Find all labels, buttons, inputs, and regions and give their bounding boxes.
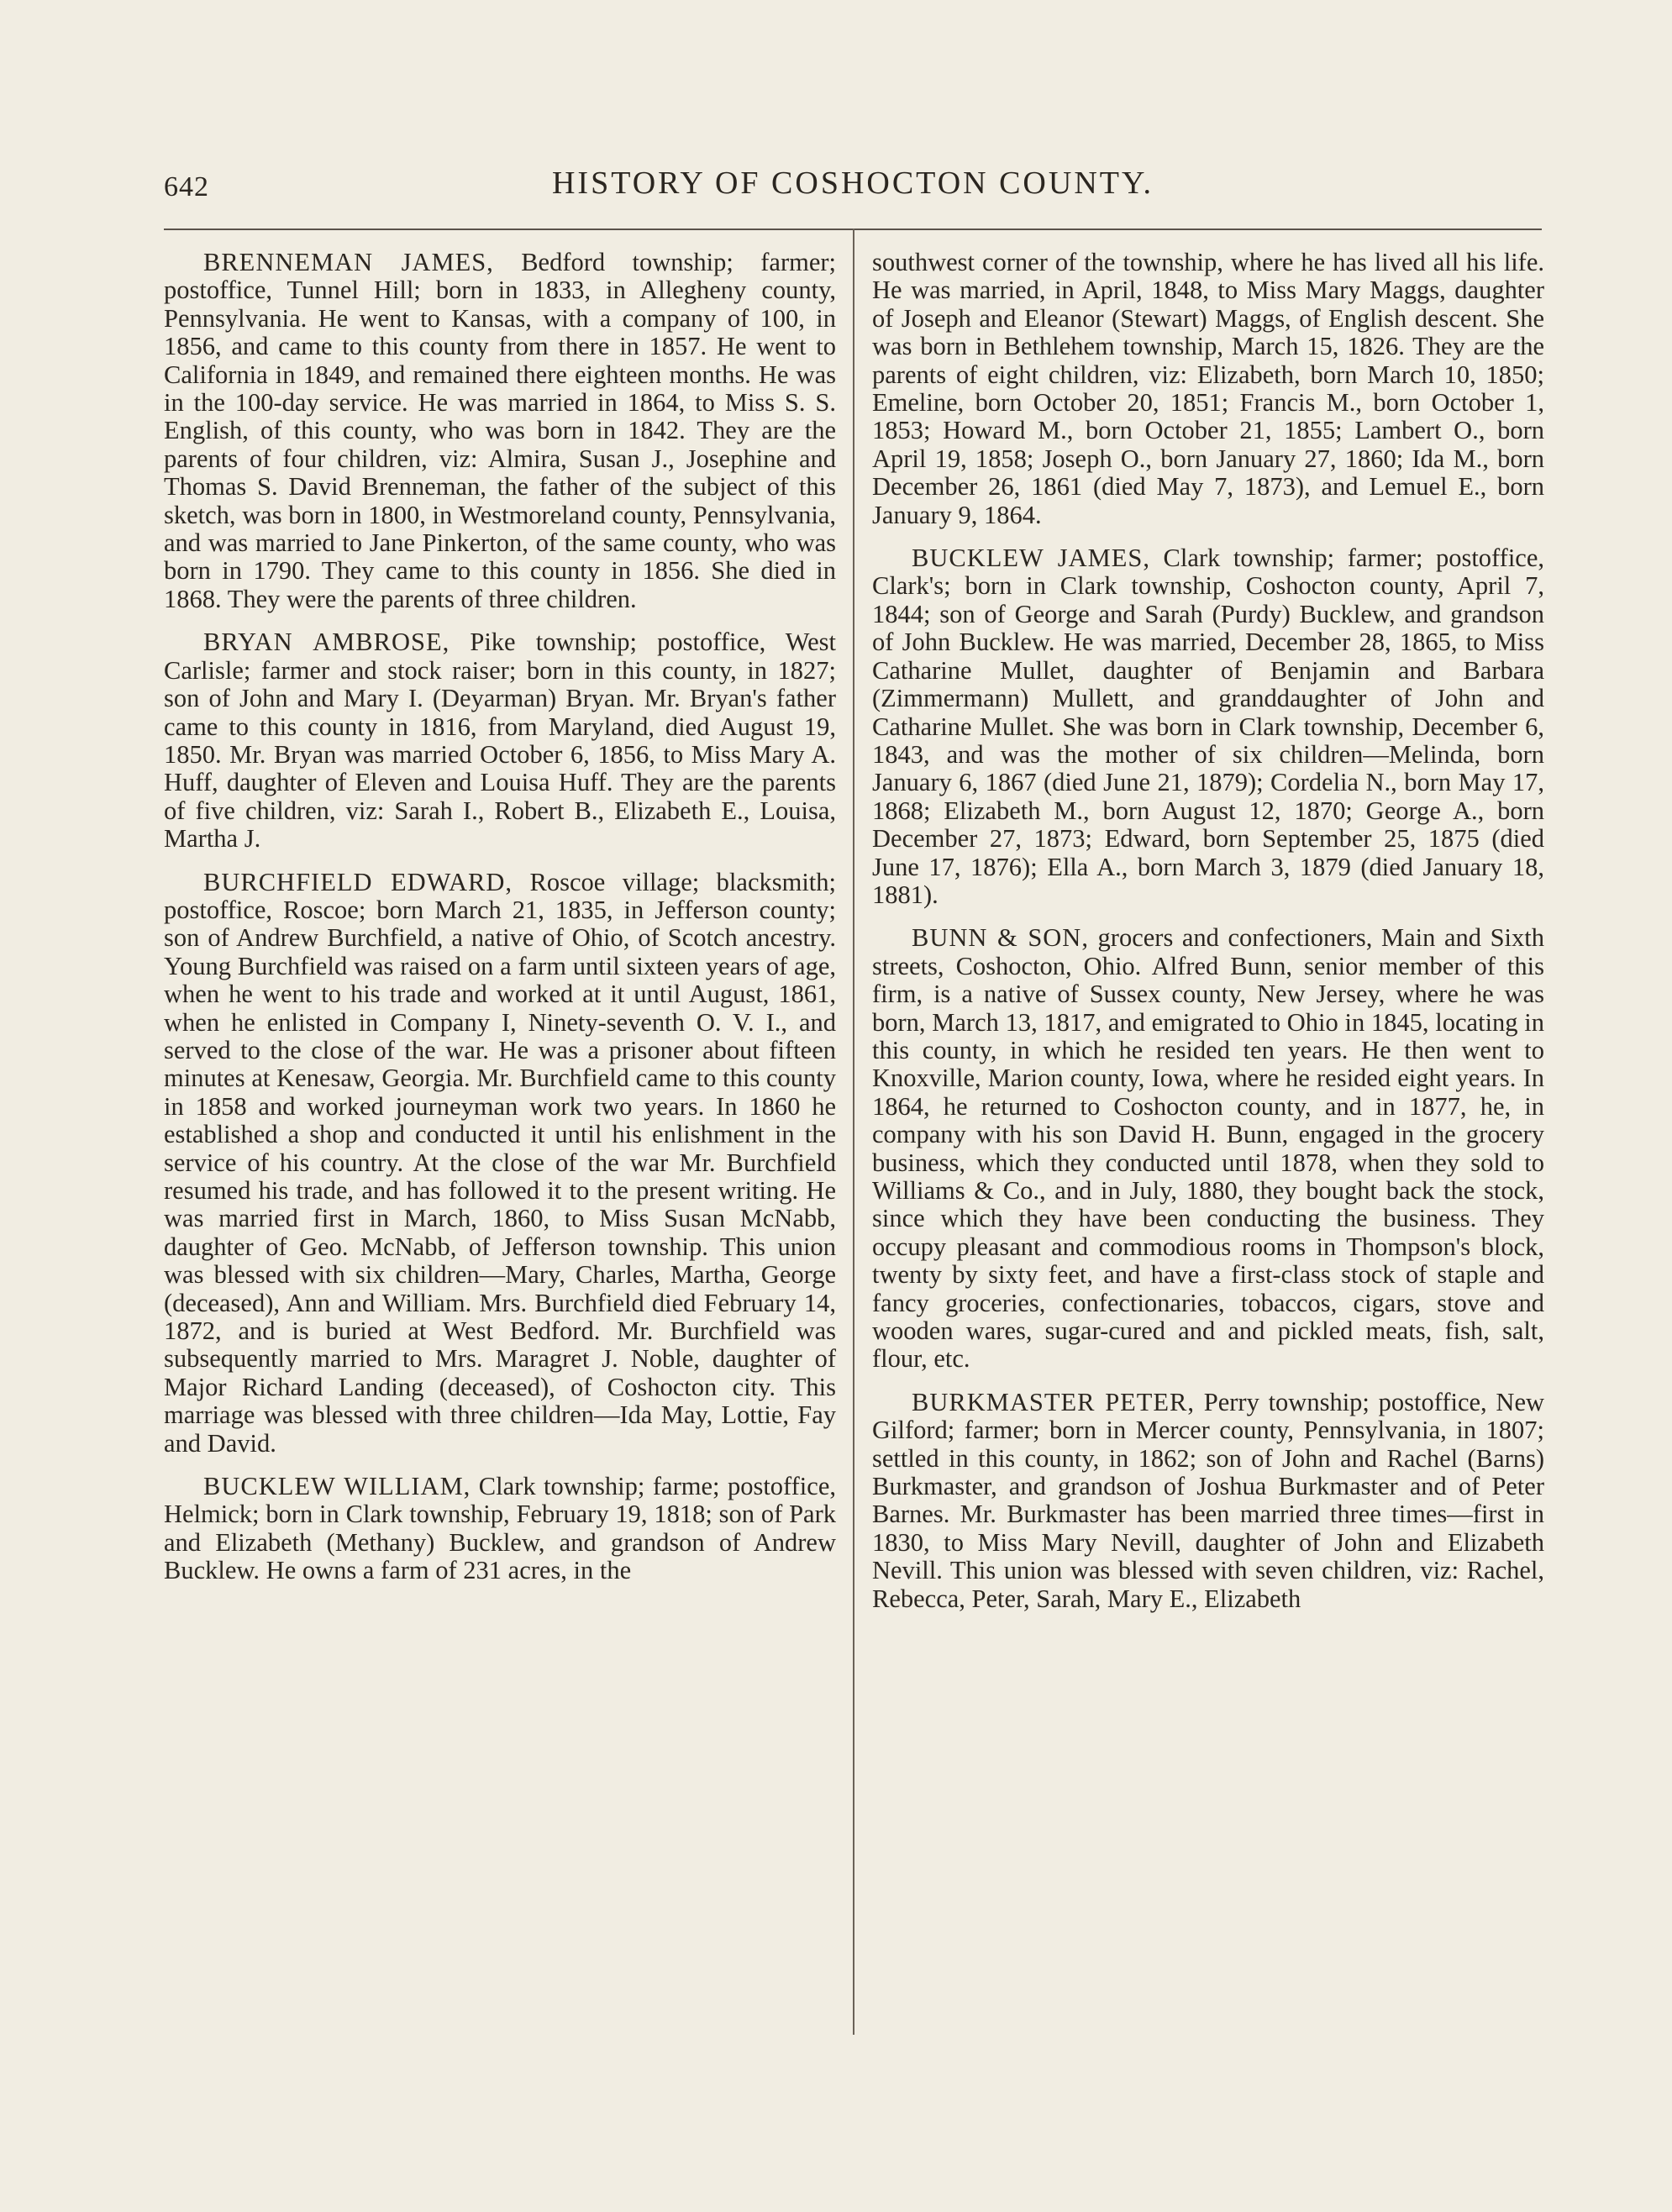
entry-name: BRYAN AMBROSE, (203, 628, 450, 657)
entry-bunn-and-son (872, 924, 1544, 1374)
entry-text: grocers and confectioners, Main and Sixth streets, Coshocton, Ohio. Alfred Bunn, senior member of this firm, is a native of Sussex county, New Jersey, where he was born, March 13, 1817, and emigrated to Ohio in 1845, locating in this county, in which he resided ten years. He then went to Knoxville, Marion county, Iowa, where he resided eight years. In 1864, he returned to Coshocton county, and in 1877, he, in company with his son David H. Bunn, engaged in the grocery business, which they conducted until 1878, when they sold to Williams & Co., and in July, 1880, they bought back the stock, since which they have been conducting the business. They occupy pleasant and commodious rooms in Thompson's block, twenty by sixty feet, and have a first-class stock of staple and fancy groceries, confectionaries, tobaccos, cigars, stove and wooden wares, sugar-cured and and pickled meats, fish, salt, flour, etc. (872, 923, 1545, 1374)
entry-burchfield-edward (164, 869, 836, 1458)
entry-name: BURCHFIELD EDWARD, (203, 867, 513, 896)
entry-bucklew-william (164, 1473, 836, 1585)
entry-bucklew-william-continued (872, 249, 1544, 529)
entry-text: Roscoe village; blacksmith; postoffice, Roscoe; born March 21, 1835, in Jefferson county; son of Andrew Burchfield, a native of Ohio, of Scotch ancestry. Young Burchfield was raised on a farm until sixteen years of age, when he went to his trade and worked at it until August, 1861, when he enlisted in Company I, Ninety-seventh O. V. I., and served to the close of the war. He was a prisoner about fifteen minutes at Kenesaw, Georgia. Mr. Burchfield came to this county in 1858 and worked journeyman work two years. In 1860 he established a shop and conducted it until his enlishment in the service of his country. At the close of the war Mr. Burchfield resumed his trade, and has followed it to the present writing. He was married first in March, 1860, to Miss Susan McNabb, daughter of Geo. McNabb, of Jefferson township. This union was blessed with six children—Mary, Charles, Martha, George (deceased), Ann and William. Mrs. Burchfield died February 14, 1872, and is buried at West Bedford. Mr. Burchfield was subsequently married to Mrs. Maragret J. Noble, daughter of Major Richard Landing (deceased), of Coshocton city. This marriage was blessed with three children—Ida May, Lottie, Fay and David. (164, 867, 837, 1458)
entry-brenneman-james (164, 249, 836, 613)
entry-burkmaster-peter (872, 1389, 1544, 1613)
entry-text: southwest corner of the township, where he has lived all his life. He was married, in April, 1848, to Miss Mary Maggs, daughter of Joseph and Eleanor (Stewart) Maggs, of English descent. She was born in Bethlehem township, March 15, 1826. They are the parents of eight children, viz: Elizabeth, born March 10, 1850; Emeline, born October 20, 1851; Francis M., born October 1, 1853; Howard M., born October 21, 1855; Lambert O., born April 19, 1858; Joseph O., born January 27, 1860; Ida M., born December 26, 1861 (died May 7, 1873), and Lemuel E., born January 9, 1864. (872, 248, 1544, 529)
entry-text: Clark township; farmer; postoffice, Clark's; born in Clark township, Coshocton county, April 7, 1844; son of George and Sarah (Purdy) Bucklew, and grandson of John Bucklew. He was married, December 28, 1865, to Miss Catharine Mullet, daughter of Benjamin and Barbara (Zimmermann) Mullett, and granddaughter of John and Catharine Mullet. She was born in Clark township, December 6, 1843, and was the mother of six children—Melinda, born January 6, 1867 (died June 21, 1879); Cordelia N., born May 17, 1868; Elizabeth M., born August 12, 1870; George A., born December 27, 1873; Edward, born September 25, 1875 (died June 17, 1876); Ella A., born March 3, 1879 (died January 18, 1881). (872, 544, 1544, 909)
entry-text: Pike township; postoffice, West Carlisle; farmer and stock raiser; born in this county, in 1827; son of John and Mary I. (Deyarman) Bryan. Mr. Bryan's father came to this county in 1816, from Maryland, died August 19, 1850. Mr. Bryan was married October 6, 1856, to Miss Mary A. Huff, daughter of Eleven and Louisa Huff. They are the parents of five children, viz: Sarah I., Robert B., Elizabeth E., Louisa, Martha J. (164, 628, 836, 854)
entry-name: BUCKLEW WILLIAM, (203, 1472, 471, 1501)
left-column (164, 249, 836, 1600)
page-number: 642 (164, 171, 209, 202)
entry-name: BURKMASTER PETER, (912, 1387, 1196, 1416)
page-header (164, 165, 1542, 215)
entry-name: BUCKLEW JAMES, (912, 544, 1151, 573)
entry-bryan-ambrose (164, 628, 836, 853)
entry-bucklew-james (872, 544, 1544, 909)
right-column (872, 249, 1544, 1628)
entry-text: Bedford township; farmer; postoffice, Tunnel Hill; born in 1833, in Allegheny county, Pennsylvania. He went to Kansas, with a company of 100, in 1856, and came to this county from there in 1857. He went to California in 1849, and remained there eighteen months. He was in the 100-day service. He was married in 1864, to Miss S. S. English, of this county, who was born in 1842. They are the parents of four children, viz: Almira, Susan J., Josephine and Thomas S. David Brenneman, the father of the subject of this sketch, was born in 1800, in Westmoreland county, Pennsylvania, and was married to Jane Pinkerton, of the same county, who was born in 1790. They came to this county in 1856. She died in 1868. They were the parents of three children. (164, 248, 836, 613)
entry-text: Perry township; postoffice, New Gilford; farmer; born in Mercer county, Pennsylvania, in 1807; settled in this county, in 1862; son of John and Rachel (Barns) Burkmaster, and grandson of Joshua Burkmaster and of Peter Barnes. Mr. Burkmaster has been married three times—first in 1830, to Miss Mary Nevill, daughter of John and Elizabeth Nevill. This union was blessed with seven children, viz: Rachel, Rebecca, Peter, Sarah, Mary E., Elizabeth (872, 1387, 1545, 1613)
entry-name: BRENNEMAN JAMES, (203, 248, 494, 276)
entry-text: Clark township; farme; postoffice, Helmick; born in Clark township, February 19, 1818; son of Park and Elizabeth (Methany) Bucklew, and grandson of Andrew Bucklew. He owns a farm of 231 acres, in the (164, 1472, 836, 1585)
entry-name: BUNN & SON, (912, 923, 1089, 953)
column-divider (853, 229, 854, 2035)
running-title: HISTORY OF COSHOCTON COUNTY. (551, 166, 1154, 201)
